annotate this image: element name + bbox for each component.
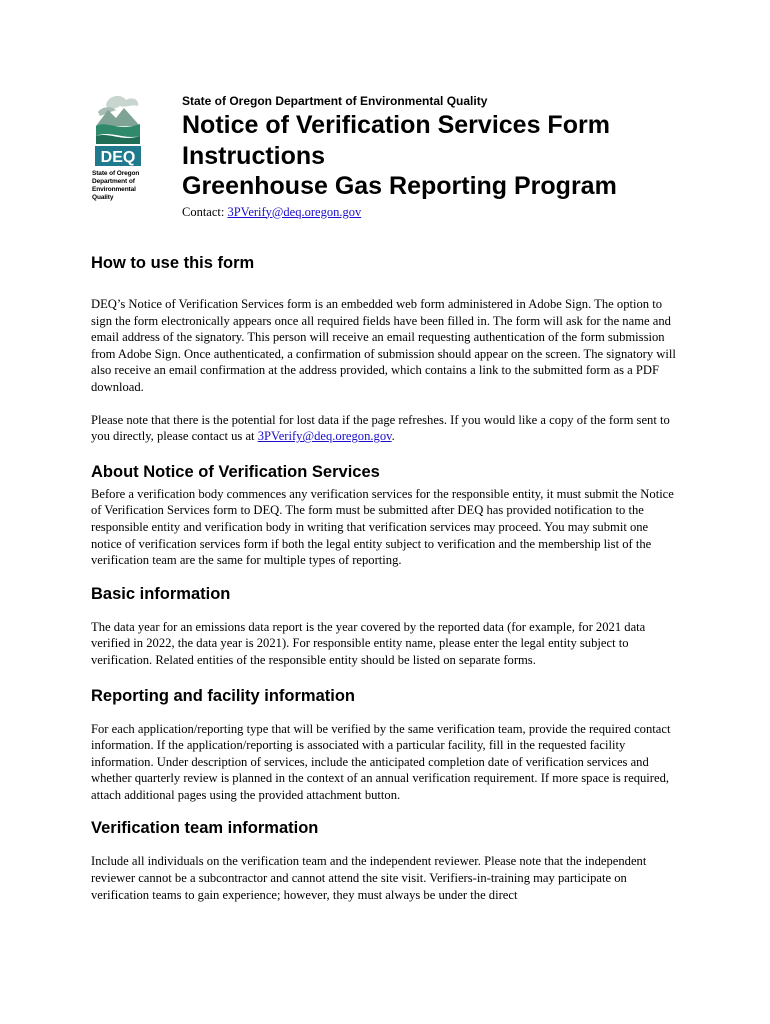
title-line-2: Instructions <box>182 141 326 170</box>
paragraph-basic-information: The data year for an emissions data report is the year covered by the reported data (for example, for 2021 data verified in 2022, the data year is 2021). For responsible entity name, please enter the legal entity subject to verification. Related entities of the responsible entity should be listed on separate forms. <box>91 619 646 667</box>
title-line-3: Greenhouse Gas Reporting Program <box>182 172 617 200</box>
paragraph-how-to-use-1: DEQ’s Notice of Verification Services form is an embedded web form administered in Adobe Sign. The option to sign the form electronically appears once all required fields have been filled in. The form will ask for the name and email address of the signatory. This person will receive an email requesting authentication of the form submission from Adobe Sign. Once authenticated, a confirmation of submission should appear on the screen. The signatory will also receive an email confirmation at the address provided, which contains a link to the submitted form as a PDF download. <box>91 297 676 394</box>
title-line-1: Notice of Verification Services Form <box>182 111 610 139</box>
heading-reporting-facility: Reporting and facility information <box>91 686 356 705</box>
document-body <box>91 252 681 903</box>
paragraph-about-notice: Before a verification body commences any verification services for the responsible entity, it must submit the Notice of Verification Services form to DEQ. The form must be submitted after DEQ has provided notification to the responsible entity and verification body in writing that verification services may proceed. You may submit one notice of verification services form if both the legal entity subject to verification and the membership list of the verification team are the same for multiple types of reporting. <box>91 486 674 568</box>
document-header <box>182 93 742 220</box>
logo-line: Environmental <box>92 186 136 193</box>
deq-logo-mark <box>92 92 144 168</box>
heading-basic-information: Basic information <box>91 584 231 603</box>
heading-verification-team: Verification team information <box>91 819 319 838</box>
heading-about-notice: About Notice of Verification Services <box>91 462 380 481</box>
verify-email-link[interactable]: 3PVerify@deq.oregon.gov <box>257 429 392 444</box>
agency-name: State of Oregon Department of Environmental Quality <box>182 94 488 108</box>
logo-agency-name <box>92 170 152 202</box>
contact-line <box>182 204 742 220</box>
contact-label: Contact: <box>182 204 228 219</box>
deq-logo <box>92 92 152 207</box>
logo-acronym: DEQ <box>100 149 136 166</box>
paragraph-how-to-use-2 <box>91 412 681 445</box>
logo-line: Quality <box>92 194 114 201</box>
logo-line: Department of <box>92 178 135 185</box>
paragraph-reporting-facility: For each application/reporting type that will be verified by the same verification team, provide the required contact information. If the application/reporting is associated with a particular facility, fill in the requested facility information. Under description of services, include the anticipated completion date of verification services and whether quarterly review is planned in the context of an annual verification requirement. If more space is required, attach additional pages using the provided attachment button. <box>91 721 671 802</box>
paragraph-text: . <box>391 429 395 444</box>
logo-line: State of Oregon <box>92 170 140 177</box>
heading-how-to-use: How to use this form <box>91 254 255 272</box>
paragraph-verification-team: Include all individuals on the verification team and the independent reviewer. Please note that the independent reviewer cannot be a subcontractor and cannot attend the site visit. Verifiers-in-training may participate on verification teams to gain experience; however, they must always be under the direct <box>91 854 647 902</box>
contact-email-link[interactable]: 3PVerify@deq.oregon.gov <box>227 204 362 219</box>
paragraph-text: Please note that there is the potential for lost data if the page refreshes. If you would like a copy of the form sent to you directly, please contact us at <box>91 412 670 444</box>
document-title <box>182 110 742 202</box>
